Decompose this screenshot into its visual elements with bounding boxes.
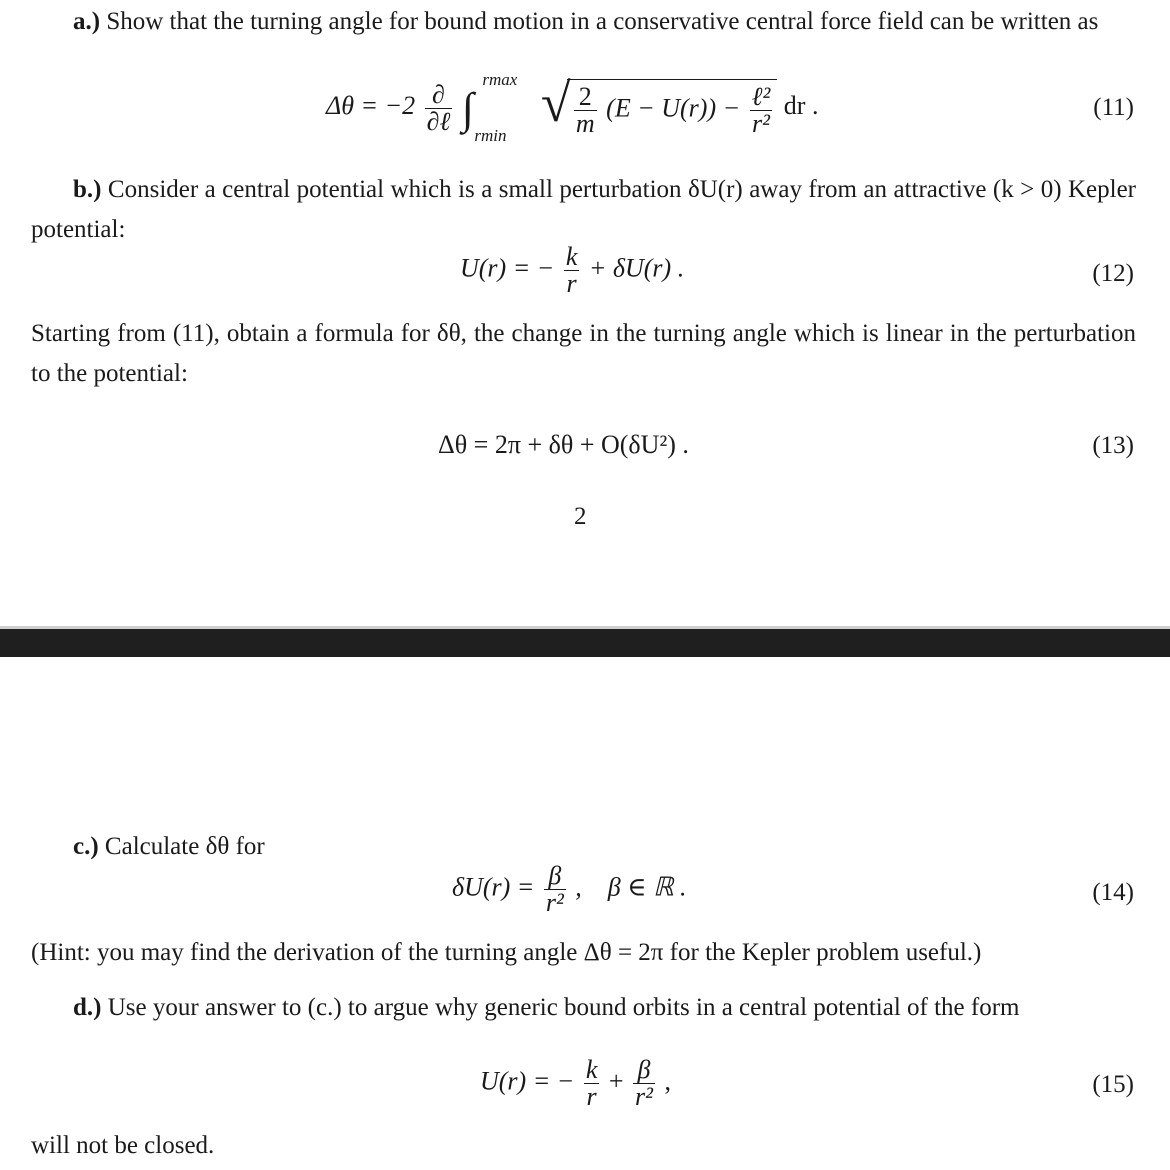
part-d-text: Use your answer to (c.) to argue why generic bound orbits in a central potential of the form [101,994,1020,1021]
equation-13-number: (13) [1092,432,1134,459]
part-c-label: c.) [73,833,99,860]
page-bottom [0,657,1170,1170]
eq15-tail: , [664,1066,671,1096]
eq11-frac2-den: m [575,109,595,138]
closing-paragraph: will not be closed. [31,1132,215,1159]
eq15-k-over-r [584,1057,600,1110]
eq15-plus: + [608,1066,624,1096]
eq11-frac2-num: 2 [578,82,592,111]
eq11-partial-fraction [425,79,453,136]
equation-12 [460,244,684,297]
eq11-partial-num: ∂ [432,79,445,109]
eq14-beta-over-r2 [544,863,566,916]
part-d-label: d.) [73,994,102,1021]
eq12-k-num: k [565,242,578,271]
equation-14-number: (14) [1092,879,1134,906]
integral-lower-limit: rmin [474,126,507,145]
equation-12-number: (12) [1092,260,1134,287]
part-a-text: Show that the turning angle for bound motion in a conservative central force field can be written as [100,8,1099,35]
page-divider [0,626,1170,657]
eq15-lhs: U(r) = − [480,1066,575,1096]
equation-15 [480,1057,671,1110]
page-number: 2 [574,503,587,530]
eq11-tail: dr . [783,90,819,120]
equation-15-number: (15) [1092,1071,1134,1098]
eq11-l2-den: r² [750,110,773,137]
page-divider-edge [0,626,1170,629]
eq15-beta-num: β [637,1055,651,1084]
eq15-k-den: r [584,1083,600,1110]
eq11-l2-num: ℓ² [751,82,771,111]
eq15-beta-over-r2 [633,1057,655,1110]
eq15-k-num: k [585,1055,598,1084]
part-b-text: Consider a central potential which is a small perturbation δU(r) away from an attractive (k > 0) Kepler potential: [31,176,1136,243]
eq14-rhs: , β ∈ ℝ . [575,872,687,902]
equation-11-number: (11) [1093,94,1134,121]
starting-paragraph: Starting from (11), obtain a formula for δθ, the change in the turning angle which is linear in the perturbation to the potential: [31,320,1136,387]
hint-paragraph: (Hint: you may find the derivation of the turning angle Δθ = 2π for the Kepler problem useful.) [31,939,982,966]
eq14-lhs: δU(r) = [452,872,535,902]
part-b-label: b.) [73,176,102,203]
eq11-middle: (E − U(r)) − [606,93,741,123]
integral-sign: ∫ [461,83,474,133]
eq12-rhs: + δU(r) . [588,253,685,283]
eq15-beta-den: r² [635,1082,653,1111]
part-d-paragraph [31,988,1136,1028]
part-b-paragraph [31,170,1136,250]
eq14-beta-num: β [548,861,562,890]
square-root-body [567,79,777,137]
equation-14 [452,863,687,916]
eq11-l2-over-r2 [750,84,773,137]
eq14-beta-den: r² [545,888,564,917]
integral-limits [474,70,534,146]
part-a-label: a.) [73,8,101,35]
equation-13: Δθ = 2π + δθ + O(δU²) . [438,430,689,459]
part-a-paragraph [31,2,1136,42]
square-root [540,73,777,138]
eq12-lhs: U(r) = − [460,253,555,283]
part-c-text: Calculate δθ for [98,833,265,860]
eq11-partial-den: ∂ℓ [426,106,451,136]
radical-sign: √ [540,73,571,133]
integral-upper-limit: rmax [482,70,518,89]
part-c-paragraph [31,827,1136,867]
eq12-k-den: r [564,270,580,297]
eq11-lhs: Δθ = −2 [326,90,416,120]
eq12-k-over-r [564,244,580,297]
equation-11 [326,70,818,150]
eq11-two-over-m [574,84,597,137]
